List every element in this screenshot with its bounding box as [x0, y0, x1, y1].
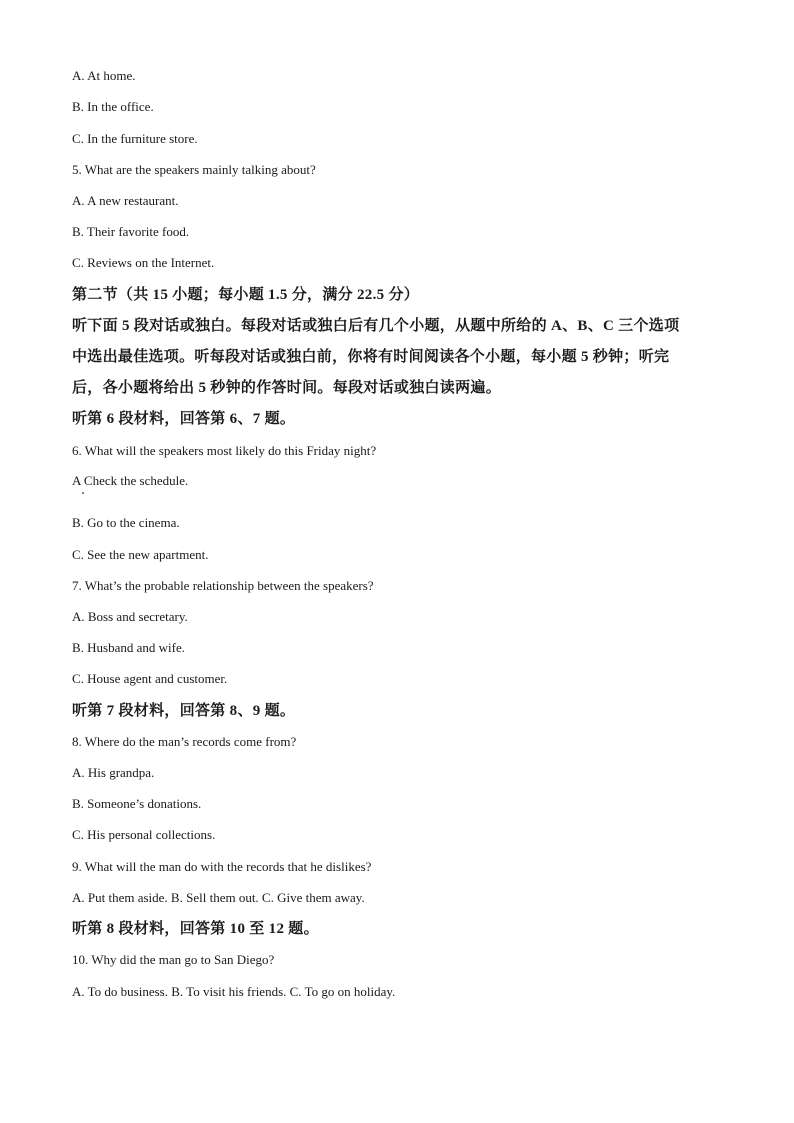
- question-8: 8. Where do the man’s records come from?: [72, 734, 297, 749]
- q6-option-c: C. See the new apartment.: [72, 547, 209, 562]
- material-7-heading: 听第 7 段材料，回答第 8、9 题。: [72, 703, 296, 719]
- q8-option-c: C. His personal collections.: [72, 827, 216, 842]
- instructions-line-2: 中选出最佳选项。听每段对话或独白前，你将有时间阅读各个小题，每小题 5 秒钟；听完: [72, 349, 670, 365]
- q7-option-b: B. Husband and wife.: [72, 640, 186, 655]
- q6-option-a: A Check the schedule.: [72, 473, 189, 488]
- instructions-line-1: 听下面 5 段对话或独白。每段对话或独白后有几个小题，从题中所给的 A、B、C 三个选项: [72, 318, 680, 334]
- q7-option-a: A. Boss and secretary.: [72, 609, 188, 624]
- question-9: 9. What will the man do with the records that he dislikes?: [72, 859, 372, 874]
- q4-option-c: C. In the furniture store.: [72, 131, 198, 146]
- q8-option-b: B. Someone’s donations.: [72, 796, 202, 811]
- q6-option-b: B. Go to the cinema.: [72, 515, 180, 530]
- q5-option-c: C. Reviews on the Internet.: [72, 255, 215, 270]
- q10-options: A. To do business. B. To visit his friends. C. To go on holiday.: [72, 984, 396, 999]
- q8-option-a: A. His grandpa.: [72, 765, 155, 780]
- q4-option-a: A. At home.: [72, 68, 136, 83]
- question-5: 5. What are the speakers mainly talking about?: [72, 162, 316, 177]
- question-10: 10. Why did the man go to San Diego?: [72, 952, 275, 967]
- instructions-line-3: 后，各小题将给出 5 秒钟的作答时间。每段对话或独白读两遍。: [72, 380, 502, 396]
- section-heading: 第二节（共 15 小题；每小题 1.5 分，满分 22.5 分）: [72, 287, 420, 303]
- q5-option-a: A. A new restaurant.: [72, 193, 179, 208]
- q9-options: A. Put them aside. B. Sell them out. C. Give them away.: [72, 890, 365, 905]
- question-6: 6. What will the speakers most likely do this Friday night?: [72, 443, 377, 458]
- material-6-heading: 听第 6 段材料，回答第 6、7 题。: [72, 411, 296, 427]
- stray-dot-mark: [82, 492, 84, 494]
- question-7: 7. What’s the probable relationship between the speakers?: [72, 578, 374, 593]
- q4-option-b: B. In the office.: [72, 99, 154, 114]
- q5-option-b: B. Their favorite food.: [72, 224, 190, 239]
- q7-option-c: C. House agent and customer.: [72, 671, 228, 686]
- material-8-heading: 听第 8 段材料，回答第 10 至 12 题。: [72, 921, 319, 937]
